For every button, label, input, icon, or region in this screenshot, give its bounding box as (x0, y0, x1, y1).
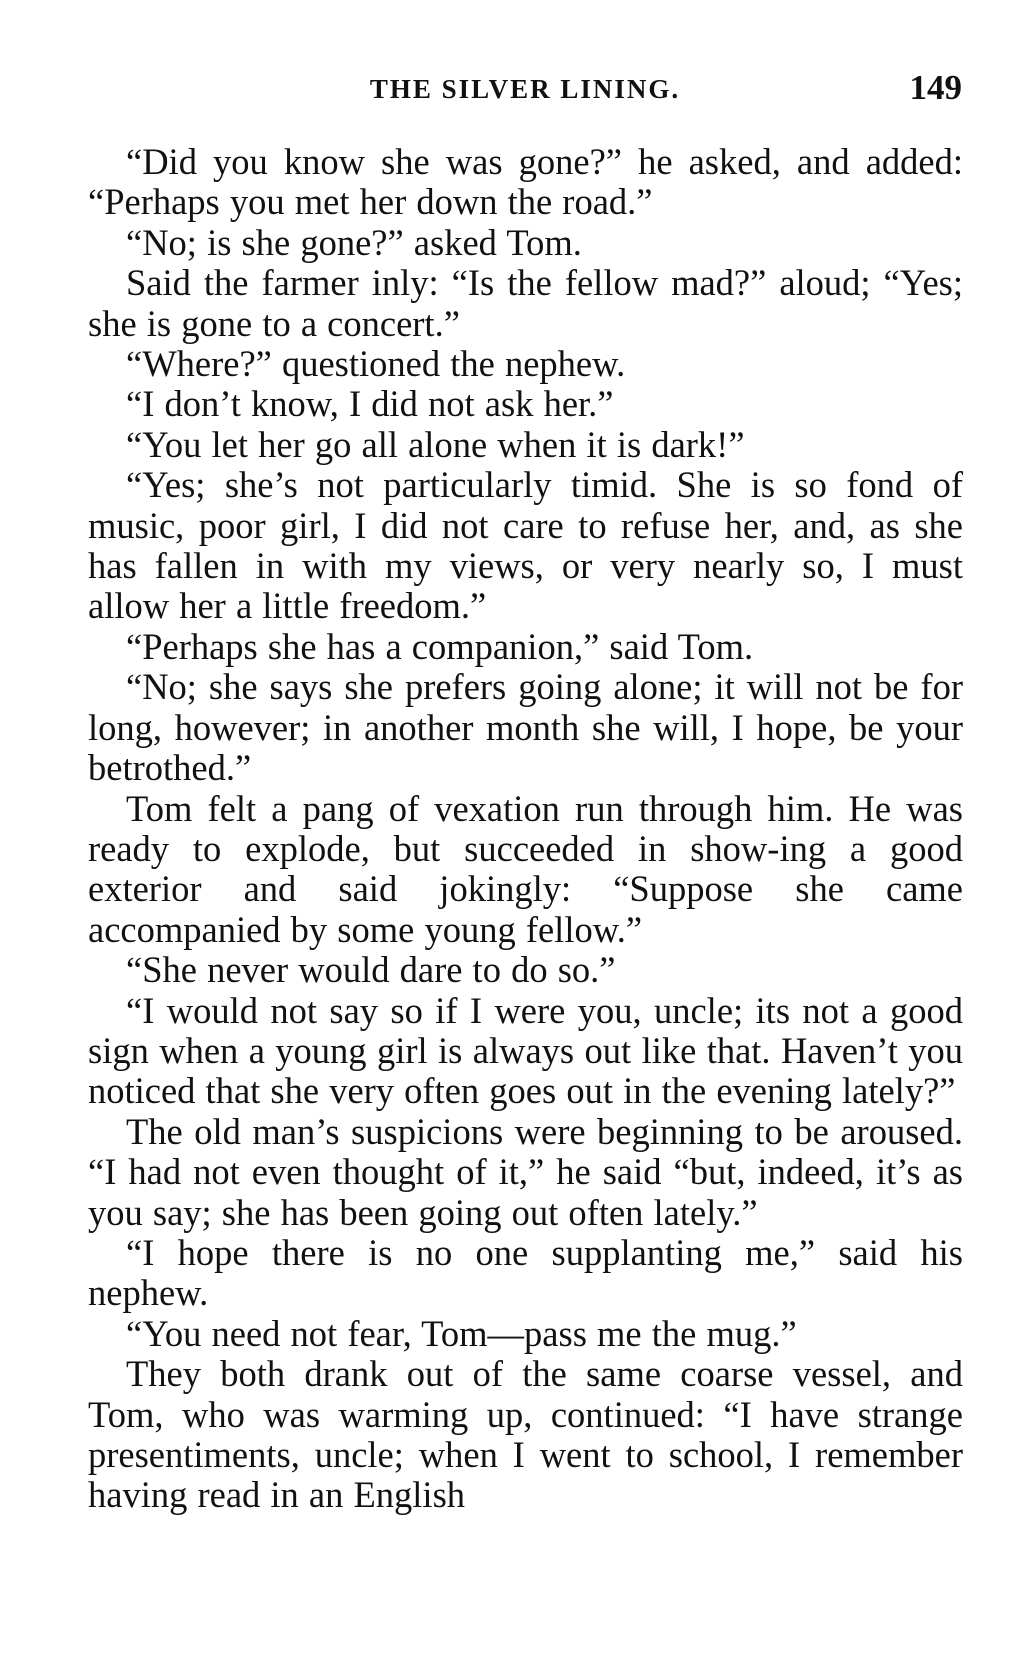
paragraph: “Perhaps she has a companion,” said Tom. (126, 625, 754, 667)
paragraph: “I don’t know, I did not ask her.” (126, 383, 614, 425)
paragraph: “You need not fear, Tom—pass me the mug.” (126, 1312, 797, 1354)
paragraph: “Did you know she was gone?” he asked, and added: “Perhaps you met her down the road.” (88, 141, 963, 223)
paragraph: “Where?” questioned the nephew. (126, 343, 626, 385)
page-number: 149 (909, 68, 962, 107)
paragraph: “I would not say so if I were you, uncle; its not a good sign when a young girl is always out like that. Haven’t you noticed that she very often goes out in the evening lately?” (88, 989, 963, 1112)
paragraph: “You let her go all alone when it is dark!” (126, 423, 745, 465)
running-head (88, 68, 962, 112)
paragraph: Tom felt a pang of vexation run through him. He was ready to explode, but succeeded in show-ing a good exterior and said jokingly: “Suppose she came accompanied by some young fellow.” (88, 787, 963, 950)
paragraph: “I hope there is no one supplanting me,” said his nephew. (88, 1231, 963, 1314)
paragraph: They both drank out of the same coarse vessel, and Tom, who was warming up, continued: “I have strange presentiments, uncle; when I went to school, I remember having read in an English (88, 1353, 963, 1516)
paragraph: “No; is she gone?” asked Tom. (126, 221, 582, 263)
paragraph: “No; she says she prefers going alone; it will not be for long, however; in another month she will, I hope, be your betrothed.” (88, 666, 963, 789)
paragraph: The old man’s suspicions were beginning to be aroused. “I had not even thought of it,” he said “but, indeed, it’s as you say; she has been going out often lately.” (88, 1110, 963, 1233)
paragraph: “She never would dare to do so.” (126, 949, 616, 991)
body-text (88, 142, 963, 1516)
running-title: THE SILVER LINING. (369, 74, 681, 104)
paragraph: “Yes; she’s not particularly timid. She is so fond of music, poor girl, I did not care to refuse her, and, as she has fallen in with my views, or very nearly so, I must allow her a little freedom.” (88, 464, 963, 627)
paragraph: Said the farmer inly: “Is the fellow mad?” aloud; “Yes; she is gone to a concert.” (88, 262, 963, 344)
